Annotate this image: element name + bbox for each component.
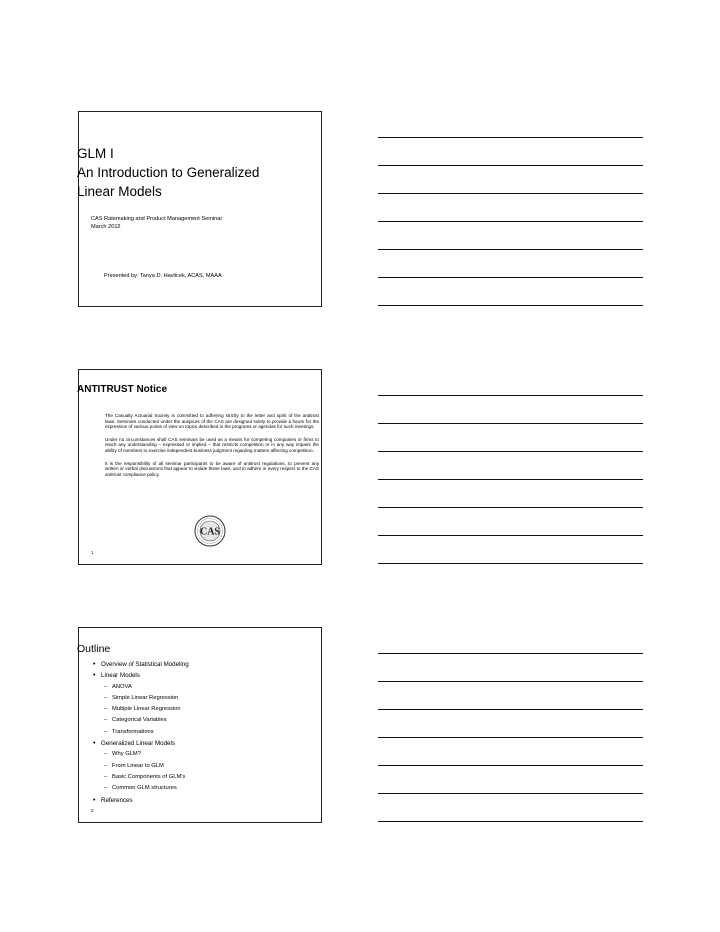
notes-line [378, 793, 643, 794]
notes-line [378, 709, 643, 710]
slide-2-title: ANTITRUST Notice [77, 384, 167, 395]
notes-line [378, 507, 643, 508]
antitrust-paragraph: The Casualty Actuarial Society is committed to adhering strictly to the letter and spirit of the antitrust laws. Seminars conducted under the auspices of the CAS are designed solely to provide a forum for the expression of various points of view on topics described in the programs or agendas for such meetings. [105, 413, 319, 430]
notes-line [378, 563, 643, 564]
outline-item: • Overview of Statistical Modeling [91, 659, 311, 670]
subtitle-line: March 2012 [91, 224, 121, 230]
outline-subitem: – Transformations [91, 727, 311, 738]
outline-subitem: – Categorical Variables [91, 715, 311, 726]
outline-subitem: – From Linear to GLM [91, 761, 311, 772]
outline-list [91, 659, 311, 806]
notes-line [378, 423, 643, 424]
outline-subitem: – Simple Linear Regression [91, 693, 311, 704]
notes-line [378, 249, 643, 250]
slide-3 [78, 627, 322, 823]
cas-seal-icon [194, 515, 226, 547]
cas-logo-text: CAS [199, 526, 221, 538]
notes-line [378, 277, 643, 278]
title-line: An Introduction to Generalized [77, 165, 260, 180]
outline-item: • References [91, 795, 311, 806]
notes-line [378, 653, 643, 654]
notes-line [378, 479, 643, 480]
outline-subitem: – Why GLM? [91, 749, 311, 760]
notes-line [378, 165, 643, 166]
notes-line [378, 221, 643, 222]
outline-subitem: – Basic Components of GLM's [91, 772, 311, 783]
notes-line [378, 535, 643, 536]
presenter-line: Presented by: Tanya D. Havlicek, ACAS, MAAA [104, 273, 222, 279]
outline-item: • Generalized Linear Models [91, 738, 311, 749]
antitrust-paragraph: It is the responsibility of all seminar participants to be aware of antitrust regulations, to prevent any written or verbal discussions that appear to violate these laws, and to adhere in every respect to the CAS antitrust compliance policy. [105, 460, 319, 477]
page-number: 1 [91, 550, 94, 555]
antitrust-body [105, 413, 319, 484]
outline-subitem: – ANOVA [91, 682, 311, 693]
slide-2 [78, 369, 322, 565]
notes-line [378, 451, 643, 452]
notes-line [378, 681, 643, 682]
notes-line [378, 765, 643, 766]
title-line: GLM I [77, 146, 114, 161]
subtitle-line: CAS Ratemaking and Product Management Seminar [91, 216, 223, 222]
outline-subitem: – Common GLM structures [91, 783, 311, 794]
slide-1-title [77, 144, 259, 201]
notes-line [378, 737, 643, 738]
outline-subitem: – Multiple Linear Regression [91, 704, 311, 715]
notes-line [378, 193, 643, 194]
outline-item: • Linear Models [91, 670, 311, 681]
page-number: 2 [91, 808, 94, 813]
notes-line [378, 137, 643, 138]
title-line: Linear Models [77, 184, 162, 199]
slide-3-title: Outline [77, 643, 111, 655]
slide-1 [78, 111, 322, 307]
notes-line [378, 305, 643, 306]
seminar-subtitle [91, 215, 222, 231]
antitrust-paragraph: Under no circumstances shall CAS seminars be used as a means for competing companies or firms to reach any understanding – expressed or implied – that restricts competition or in any way impairs the ability of members to exercise independent business judgment regarding matters affecting competition. [105, 436, 319, 453]
notes-line [378, 395, 643, 396]
notes-line [378, 821, 643, 822]
